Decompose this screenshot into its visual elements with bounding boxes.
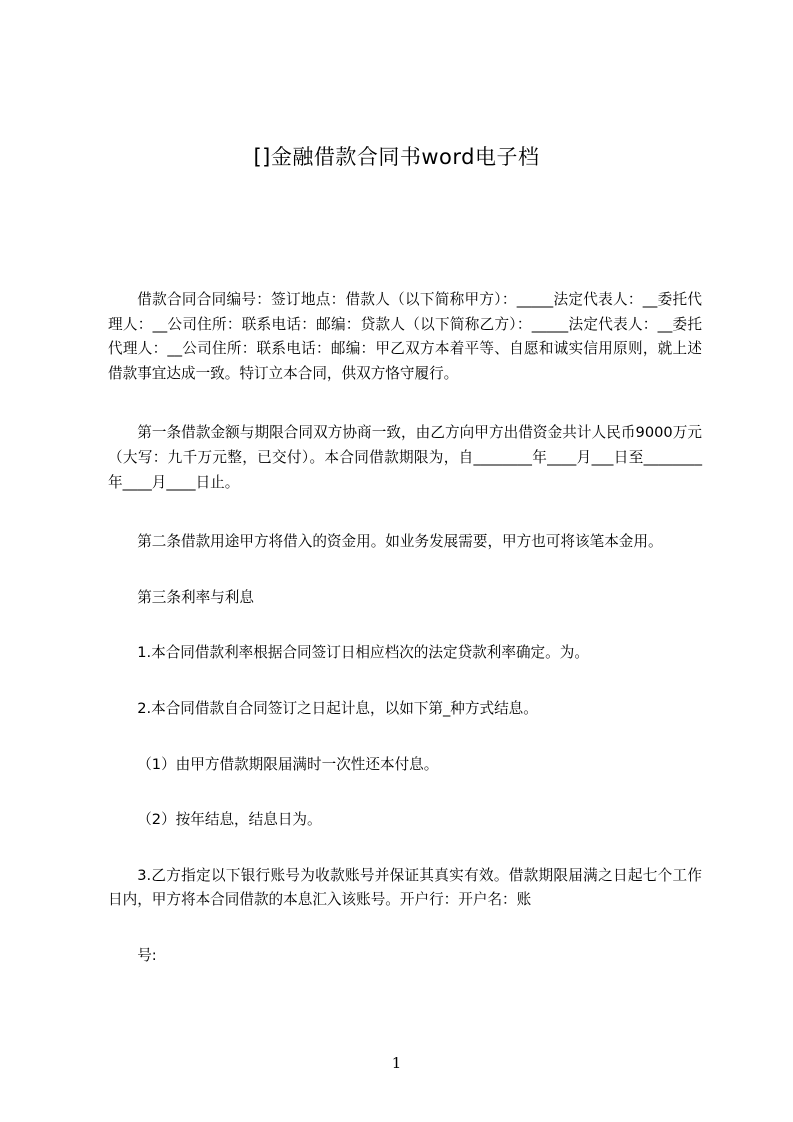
- paragraph-article-3-heading: 第三条利率与利息: [137, 588, 254, 606]
- paragraph-article-3-item-2: 2.本合同借款自合同签订之日起计息，以如下第_种方式结息。: [137, 699, 538, 717]
- paragraph-article-2: 第二条借款用途甲方将借入的资金用。如业务发展需要，甲方也可将该笔本金用。: [137, 533, 663, 551]
- paragraph-article-3-option-2: （2）按年结息，结息日为。: [137, 811, 322, 829]
- page-number: 1: [391, 1054, 402, 1072]
- document-body: [108, 288, 702, 969]
- paragraph-article-3-item-3: 3.乙方指定以下银行账号为收款账号并保证其真实有效。借款期限届满之日起七个工作日内，甲方将本合同借款的本息汇入该账号。开户行：开户名：账: [108, 866, 702, 909]
- paragraph-article-3-option-1: （1）由甲方借款期限届满时一次性还本付息。: [137, 755, 439, 773]
- paragraph-article-3-item-1: 1.本合同借款利率根据合同签订日相应档次的法定贷款利率确定。为。: [137, 644, 589, 662]
- paragraph-article-1: 第一条借款金额与期限合同双方协商一致，由乙方向甲方出借资金共计人民币9000万元（大写：九千万元整，已交付）。本合同借款期限为，自________年____月___日至________年____月____日止。: [108, 424, 702, 491]
- paragraph-parties: 借款合同合同编号：签订地点：借款人（以下简称甲方）：_____法定代表人：__委托代理人：__公司住所：联系电话：邮编：贷款人（以下简称乙方）：_____法定代表人：__委托代理人：__公司住所：联系电话：邮编：甲乙双方本着平等、自愿和诚实信用原则，就上述借款事宜达成一致。特订立本合同，供双方恪守履行。: [108, 291, 702, 382]
- paragraph-account-number: 号:: [137, 946, 157, 964]
- document-title: []金融借款合同书word电子档: [253, 145, 540, 169]
